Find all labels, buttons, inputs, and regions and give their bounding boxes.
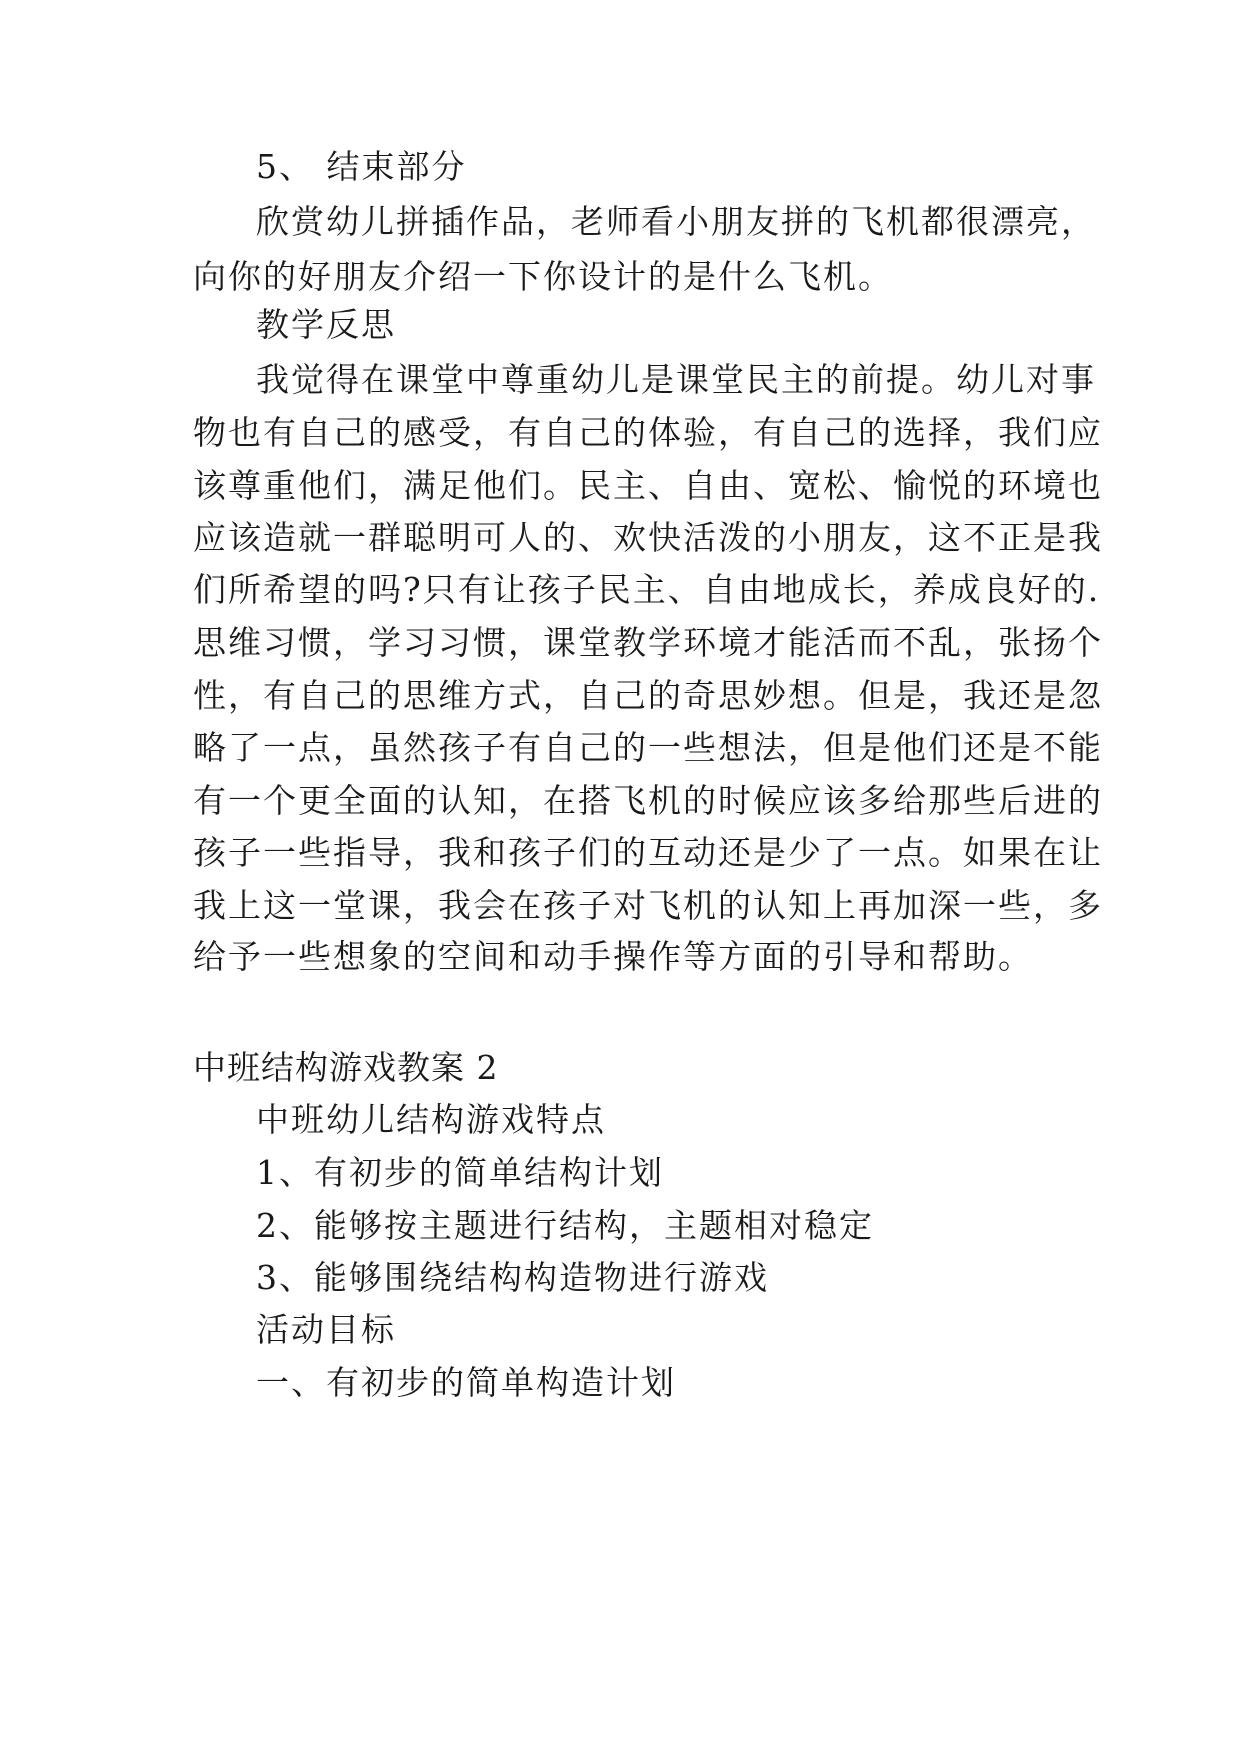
paragraph-line: 给予一些想象的空间和动手操作等方面的引导和帮助。 [193,937,1033,976]
list-item: 一、有初步的简单构造计划 [256,1363,676,1402]
features-heading: 中班幼儿结构游戏特点 [256,1100,606,1139]
list-item: 1、有初步的简单结构计划 [256,1153,664,1192]
paragraph-line: 性，有自己的思维方式，自己的奇思妙想。但是，我还是忽 [193,676,1103,715]
paragraph-line: 们所希望的吗?只有让孩子民主、自由地成长，养成良好的. [193,570,1101,609]
goals-heading: 活动目标 [256,1310,396,1349]
paragraph-line: 略了一点，虽然孩子有自己的一些想法，但是他们还是不能 [193,728,1103,767]
paragraph-line: 我觉得在课堂中尊重幼儿是课堂民主的前提。幼儿对事 [256,360,1096,399]
paragraph-line: 思维习惯，学习习惯，课堂教学环境才能活而不乱，张扬个 [193,623,1103,662]
paragraph-line: 应该造就一群聪明可人的、欢快活泼的小朋友，这不正是我 [193,518,1103,557]
step5-heading: 5、 结束部分 [256,147,467,186]
paragraph-line: 我上这一堂课，我会在孩子对飞机的认知上再加深一些，多 [193,886,1103,925]
paragraph-line: 物也有自己的感受，有自己的体验，有自己的选择，我们应 [193,413,1103,452]
paragraph-line: 该尊重他们，满足他们。民主、自由、宽松、愉悦的环境也 [193,466,1103,505]
reflection-heading: 教学反思 [256,305,396,344]
paragraph-line: 有一个更全面的认知，在搭飞机的时候应该多给那些后进的 [193,781,1103,820]
list-item: 2、能够按主题进行结构，主题相对稳定 [256,1206,874,1245]
paragraph-line: 向你的好朋友介绍一下你设计的是什么飞机。 [193,257,893,296]
list-item: 3、能够围绕结构构造物进行游戏 [256,1258,769,1297]
section-title: 中班结构游戏教案 2 [193,1048,499,1087]
paragraph-line: 孩子一些指导，我和孩子们的互动还是少了一点。如果在让 [193,833,1103,872]
paragraph-line: 欣赏幼儿拼插作品，老师看小朋友拼的飞机都很漂亮， [256,202,1096,241]
